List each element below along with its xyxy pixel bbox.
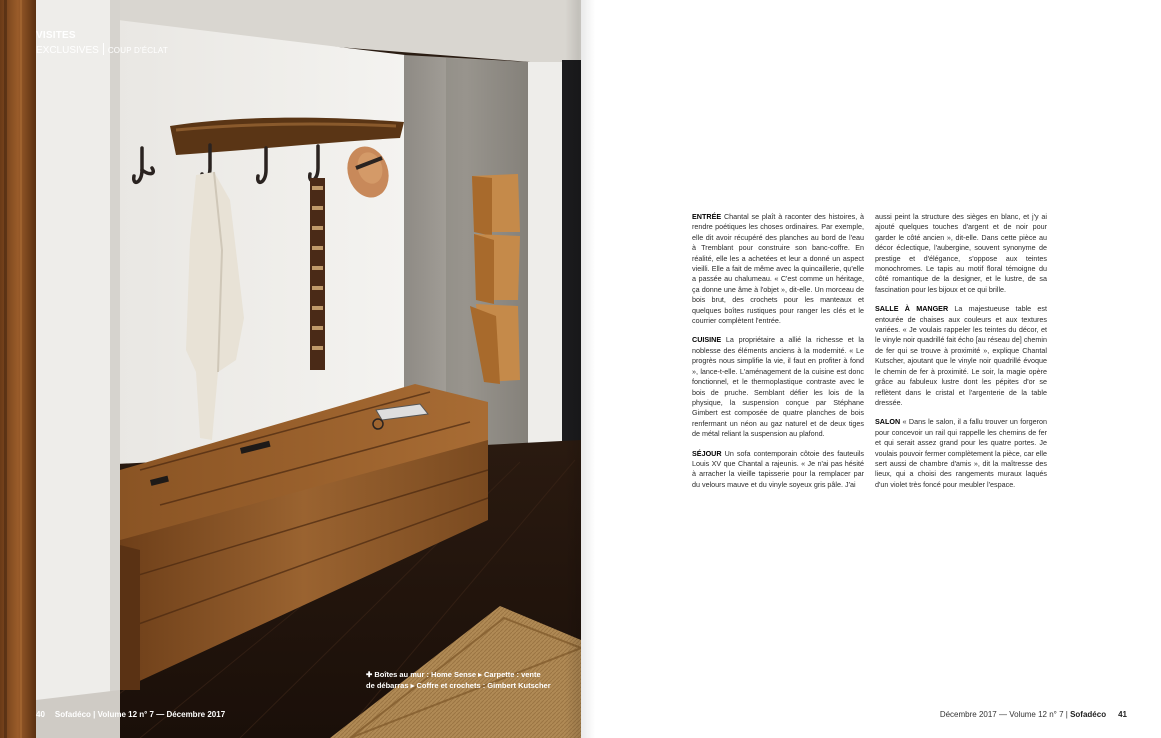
body-salle-a-manger: La majestueuse table est entourée de chaises aux couleurs et aux textures variées. « Je voulais rappeler les teintes du décor, et le vinyle noir quadrillé fait écho [au réseau de] chemin de fer qui se trouve à proximité », explique Chantal Kutscher, ajoutant que le vinyle noir quadrillé évoque le chemin de fer à proximité. Le soir, la magie opère grâce au fabuleux lustre dont les pépites d'or se reflètent dans le cristal et l'argenterie de la table dressée.	[875, 304, 1047, 407]
page-number-left: 40	[36, 710, 45, 719]
folio-left	[36, 710, 225, 719]
caption-line-2: de débarras ▸ Coffre et crochets : Gimbert Kutscher	[366, 681, 551, 690]
body-entree: Chantal se plaît à raconter des histoires, à rendre poétiques les choses ordinaires. Par exemple, elle dit avoir récupéré des planches au bord de l'eau à Tremblant pour construire son banc-coffre. En réalité, elle les a achetées et leur a donné un aspect vieilli. Elle a fait de même avec la quincaillerie, qu'elle a passée au chalumeau. « C'est comme un héritage, ça donne une âme à l'objet », dit-elle. Un morceau de bois brut, des crochets pour les manteaux et quelques boîtes rustiques pour ranger les clés et le courrier complètent l'entrée.	[692, 212, 865, 326]
text-column-2	[875, 212, 1047, 499]
folio-left-text: Sofadéco | Volume 12 n° 7 — Décembre 2017	[54, 710, 226, 719]
right-page	[581, 0, 1161, 738]
photo-caption	[366, 669, 551, 691]
paragraph-sejour-cont	[875, 212, 1047, 295]
body-salon: « Dans le salon, il a fallu trouver un forgeron pour concevoir un rail qui rappelle les chemins de fer et qui serait assez grand pour les quatre portes. Je voulais pouvoir fermer complètement la pièce, car elle sert aussi de chambre d'amis », dit la maîtresse des lieux, qui a choisi des rangements muraux laqués d'un violet très foncé pour meubler l'espace.	[875, 417, 1047, 489]
heading-entree: ENTRÉE	[692, 212, 722, 221]
folio-right	[940, 710, 1127, 719]
folio-right-brand: Sofadéco	[1070, 710, 1107, 719]
body-sejour: Un sofa contemporain côtoie des fauteuils Louis XV que Chantal a rajeunis. « Je n'ai pas hésité à arracher la vieille tapisserie pour la remplacer par du velours mauve et du vinyle soyeux gris pâle. J'ai	[692, 448, 864, 489]
section-label-exclusives: EXCLUSIVES	[36, 45, 99, 56]
text-column-1	[692, 212, 864, 499]
body-sejour-cont: aussi peint la structure des sièges en blanc, et j'y ai ajouté quelques touches d'argent et de noir pour garder le côté ancien », dit-elle. Dans cette pièce au décor éclectique, l'aubergine, souvent synonyme de prestige et d'élégance, s'oppose aux teintes monochromes. Le tapis au motif floral témoigne du côté romantique de la designer, et le lustre, de sa fascination pour les bijoux et ce qui brille.	[875, 212, 1047, 294]
heading-sejour: SÉJOUR	[692, 448, 722, 458]
paragraph-entree	[692, 212, 864, 326]
body-cuisine: La propriétaire a allié la richesse et la noblesse des éléments anciens à la modernité. « Le progrès nous simplifie la vie, il faut en profiter à fond », lance-t-elle. L'aménagement de la cuisine est donc fonctionnel, et le thermoplastique contraste avec le bois de pruche. Semblant défier les lois de la physique, la suspension conçue par Stéphane Gimbert est composée de quatre planches de bois renfermant un néon au gaz naturel et de deux tiges de métal reliant la suspension au plafond.	[692, 335, 865, 439]
heading-salle-a-manger: SALLE À MANGER	[875, 304, 949, 314]
paragraph-salon	[875, 417, 1047, 490]
page-number-right: 41	[1118, 710, 1127, 719]
paragraph-salle-a-manger	[875, 304, 1047, 408]
heading-salon: SALON	[875, 417, 901, 427]
heading-cuisine: CUISINE	[692, 335, 722, 345]
paragraph-cuisine	[692, 335, 864, 439]
caption-line-1: ✚ Boîtes au mur : Home Sense ▸ Carpette : vente	[366, 670, 541, 679]
section-tag	[36, 31, 168, 57]
section-label-coup-declat: COUP D'ÉCLAT	[107, 46, 168, 55]
folio-right-text: Décembre 2017 — Volume 12 n° 7 |	[939, 710, 1071, 719]
section-divider	[103, 43, 104, 55]
section-label-visites: VISITES	[36, 30, 76, 41]
paragraph-sejour	[692, 449, 864, 491]
